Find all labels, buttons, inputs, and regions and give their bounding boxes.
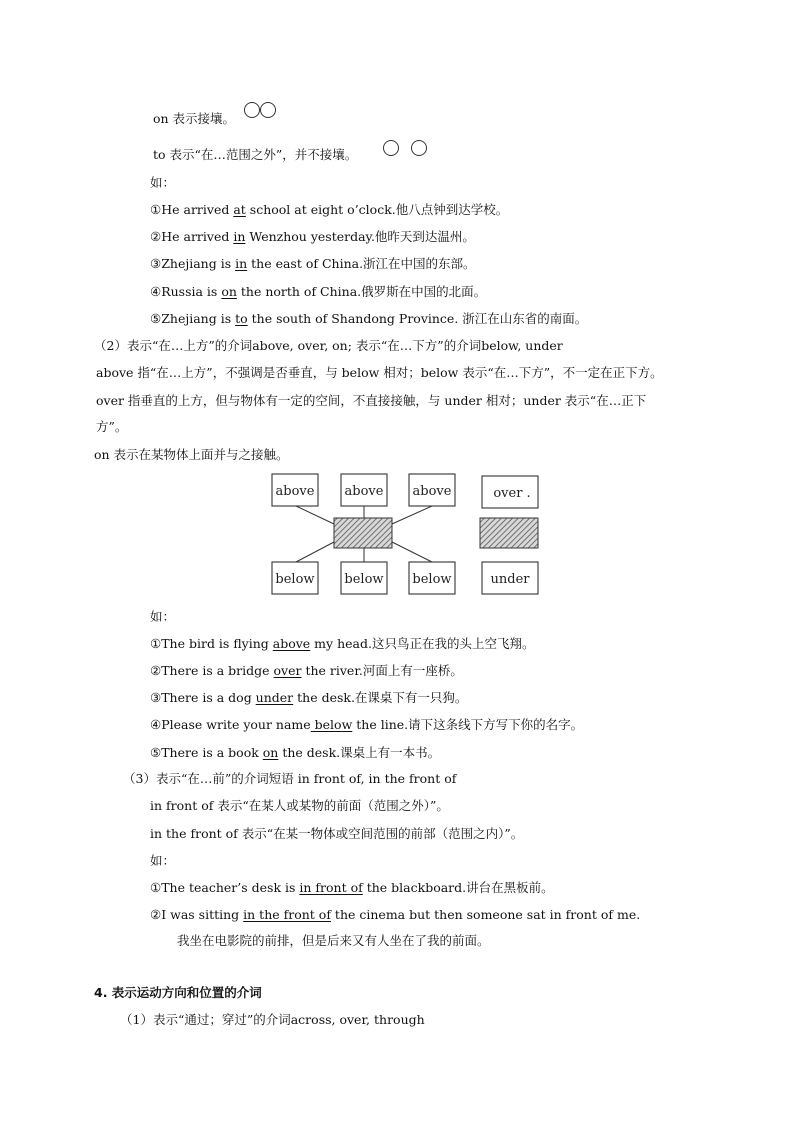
section-2-on-explanation: on 表示在某物体上面并与之接触。	[94, 447, 289, 462]
example-1-3: ③Zhejiang is in the east of China.浙江在中国的东部。	[150, 256, 476, 271]
label-below-2: below	[344, 572, 384, 587]
example-1-1: ①He arrived at school at eight o’clock.他八点钟到达学校。	[150, 202, 509, 217]
example-2-5: ⑤There is a book on the desk.课桌上有一本书。	[150, 745, 441, 760]
section-3-in-the-front-of: in the front of 表示“在某一物体或空间范围的前部（范围之内）”。	[150, 826, 524, 841]
label-above-2: above	[344, 484, 384, 499]
example-3-2-translation: 我坐在电影院的前排，但是后来又有人坐在了我的前面。	[177, 933, 490, 948]
object-hatched-box	[334, 518, 392, 548]
example-2-4: ④Please write your name below the line.请下这条线下方写下你的名字。	[150, 717, 584, 732]
example-3-1: ①The teacher’s desk is in front of the blackboard.讲台在黑板前。	[150, 880, 554, 895]
on-adjoin-line: on 表示接壤。	[153, 111, 236, 126]
label-under: under	[490, 572, 530, 587]
example-label: 如：	[150, 853, 176, 868]
touching-circle-icon	[260, 102, 276, 118]
example-label: 如：	[150, 609, 176, 624]
example-1-5: ⑤Zhejiang is to the south of Shandong Province. 浙江在山东省的南面。	[150, 311, 588, 326]
section-2-above-explanation: above 指“在…上方”，不强调是否垂直，与 below 相对；below 表示“在…下方”，不一定在正下方。	[96, 365, 663, 380]
section-3-in-front-of: in front of 表示“在某人或某物的前面（范围之外）”。	[150, 798, 449, 813]
label-above-1: above	[275, 484, 315, 499]
example-3-2: ②I was sitting in the front of the cinema but then someone sat in front of me.	[150, 907, 641, 922]
heading-4: 4. 表示运动方向和位置的介词	[94, 985, 262, 1000]
section-4-1-title: （1）表示“通过；穿过”的介词across, over, through	[120, 1012, 425, 1027]
label-above-3: above	[412, 484, 452, 499]
section-3-title: （3）表示“在…前”的介词短语 in front of, in the front of	[123, 771, 457, 786]
example-2-2: ②There is a bridge over the river.河面上有一座桥。	[150, 663, 463, 678]
section-2-over-explanation-cont: 方”。	[96, 419, 128, 434]
section-2-title: （2）表示“在…上方”的介词above, over, on; 表示“在…下方”的介词below, under	[94, 338, 563, 353]
example-2-3: ③There is a dog under the desk.在课桌下有一只狗。	[150, 690, 468, 705]
label-below-3: below	[412, 572, 452, 587]
to-outside-line: to 表示“在…范围之外”，并不接壤。	[153, 147, 358, 162]
section-2-over-explanation: over 指垂直的上方，但与物体有一定的空间，不直接接触，与 under 相对；under 表示“在…正下	[96, 393, 647, 408]
example-1-2: ②He arrived in Wenzhou yesterday.他昨天到达温州。	[150, 229, 475, 244]
label-below-1: below	[275, 572, 315, 587]
touching-circle-icon	[244, 102, 260, 118]
example-label: 如：	[150, 175, 176, 190]
preposition-diagram	[268, 468, 544, 600]
separate-circle-icon	[411, 140, 427, 156]
object-hatched-box-right	[480, 518, 538, 548]
example-1-4: ④Russia is on the north of China.俄罗斯在中国的北面。	[150, 284, 487, 299]
label-over: over .	[493, 486, 531, 501]
example-2-1: ①The bird is flying above my head.这只鸟正在我的头上空飞翔。	[150, 636, 535, 651]
separate-circle-icon	[383, 140, 399, 156]
